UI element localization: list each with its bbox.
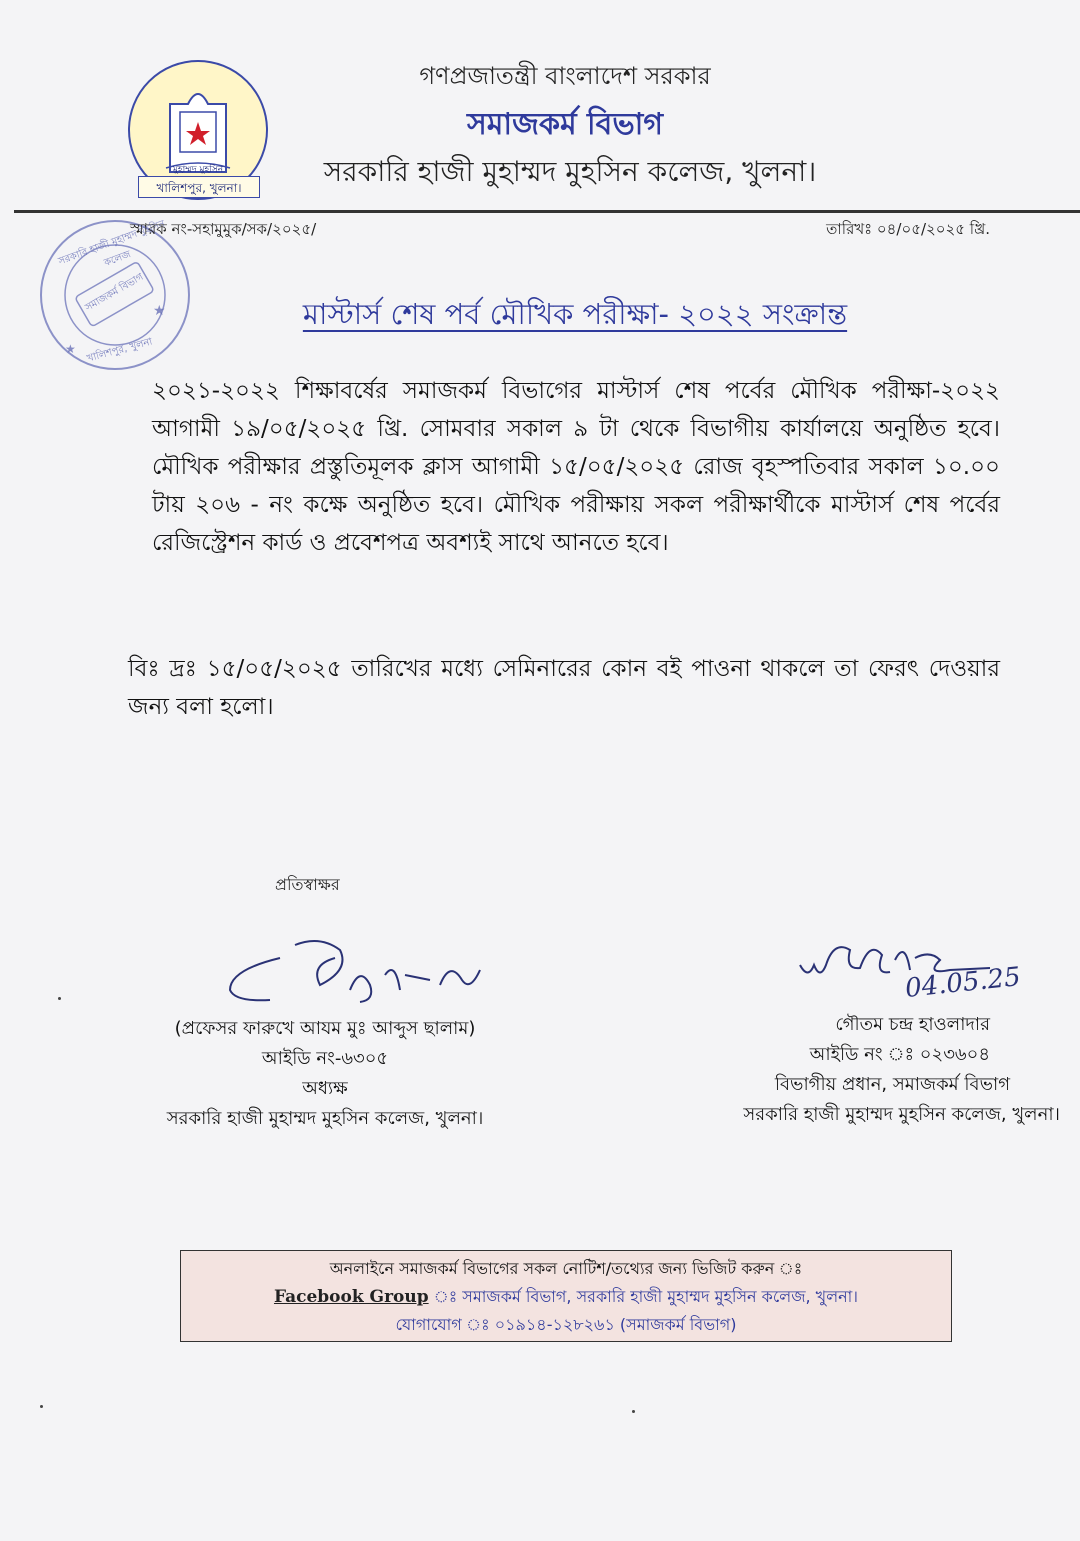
principal-id: আইডি নং-৬৩০৫ [261, 1048, 389, 1069]
seal-outer-text: সরকারি হাজী মুহাম্মদ মুহসিন কলেজ [57, 218, 167, 269]
principal-block [140, 1014, 510, 1134]
scan-speck [632, 1410, 635, 1413]
principal-signature [200, 930, 500, 1020]
notice-nb: বিঃ দ্রঃ ১৫/০৫/২০২৫ তারিখের মধ্যে সেমিনারের কোন বই পাওনা থাকলে তা ফেরৎ দেওয়ার জন্য বলা হলো। [128, 656, 1000, 720]
facebook-group-link[interactable]: Facebook Group [273, 1287, 429, 1307]
notice-subject: মাস্টার্স শেষ পর্ব মৌখিক পরীক্ষা- ২০২২ সংক্রান্ত [302, 297, 848, 331]
seal-inner-text: সমাজকর্ম বিভাগ [83, 271, 146, 314]
head-block [700, 1010, 1060, 1130]
college-title: সরকারি হাজী মুহাম্মদ মুহসিন কলেজ, খুলনা। [323, 155, 817, 188]
head-title: বিভাগীয় প্রধান, সমাজকর্ম বিভাগ [774, 1074, 1010, 1095]
issue-date: তারিখঃ ০৪/০৫/২০২৫ খ্রি. [826, 220, 990, 238]
seal-bottom-text: খালিশপুর, খুলনা [85, 336, 154, 365]
footer-contact-line: যোগাযোগ ঃ ০১৯১৪-১২৮২৬১ (সমাজকর্ম বিভাগ) [395, 1315, 737, 1334]
logo-banner: খালিশপুর, খুলনা। [138, 176, 260, 198]
countersign-label: প্রতিস্বাক্ষর [275, 875, 340, 894]
footer-visit-line: অনলাইনে সমাজকর্ম বিভাগের সকল নোটিশ/তথ্যের জন্য ভিজিট করুন ঃ [329, 1259, 803, 1278]
svg-text:★: ★ [153, 303, 166, 319]
footer-facebook-line [181, 1283, 951, 1311]
principal-title: অধ্যক্ষ [302, 1078, 348, 1099]
header-divider [14, 210, 1080, 213]
facebook-group-text: ঃ সমাজকর্ম বিভাগ, সরকারি হাজী মুহাম্মদ মুহসিন কলেজ, খুলনা। [428, 1287, 859, 1306]
head-id: আইডি নং ঃ ০২৩৬০৪ [809, 1044, 990, 1065]
principal-org: সরকারি হাজী মুহাম্মদ মুহসিন কলেজ, খুলনা। [166, 1108, 484, 1129]
scan-speck [58, 997, 61, 1000]
government-title: গণপ্রজাতন্ত্রী বাংলাদেশ সরকার [419, 62, 711, 90]
logo-inner-text: মুহাম্মদ মুহসিন [172, 165, 224, 175]
head-name: গৌতম চন্দ্র হাওলাদার [835, 1014, 990, 1035]
principal-name: (প্রফেসর ফারুখে আযম মুঃ আব্দুস ছালাম) [174, 1018, 476, 1039]
scan-speck [40, 1405, 43, 1408]
head-org: সরকারি হাজী মুহাম্মদ মুহসিন কলেজ, খুলনা। [743, 1104, 1060, 1125]
memo-number: স্মারক নং-সহামুমুক/সক/২০২৫/ [130, 220, 317, 238]
svg-text:★: ★ [65, 342, 76, 356]
department-title: সমাজকর্ম বিভাগ [466, 107, 664, 142]
notice-body: ২০২১-২০২২ শিক্ষাবর্ষের সমাজকর্ম বিভাগের মাস্টার্স শেষ পর্বের মৌখিক পরীক্ষা-২০২২ আগামী ১৯/০৫/২০২৫ খ্রি. সোমবার সকাল ৯ টা থেকে বিভাগীয় কার্যালয়ে অনুষ্ঠিত হবে। মৌখিক পরীক্ষার প্রস্তুতিমূলক ক্লাস আগামী ১৫/০৫/২০২৫ রোজ বৃহস্পতিবার সকাল ১০.০০ টায় ২০৬ - নং কক্ষে অনুষ্ঠিত হবে। মৌখিক পরীক্ষায় সকল পরীক্ষার্থীকে মাস্টার্স শেষ পর্বের রেজিস্ট্রেশন কার্ড ও প্রবেশপত্র অবশ্যই সাথে আনতে হবে। [152, 378, 1000, 556]
footer-info-box [180, 1250, 952, 1342]
head-sign-date: 04.05.25 [903, 962, 1023, 1004]
